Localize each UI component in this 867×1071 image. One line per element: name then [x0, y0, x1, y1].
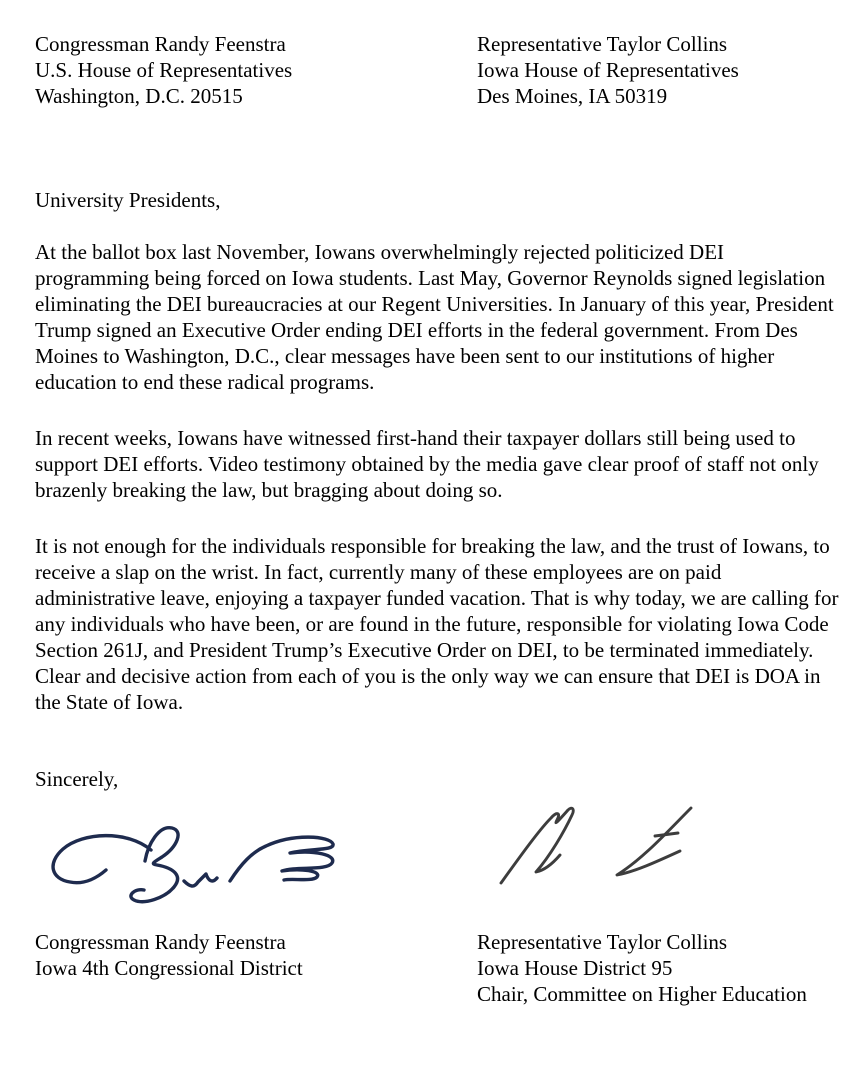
body-paragraph-3: It is not enough for the individuals responsible for breaking the law, and the trust of Iowans, to receive a slap on the wrist. In fact, currently many of these employees are on paid administrative leave, enjoying a taxpayer funded vacation. That is why today, we are calling for any individuals who have been, or are found in the future, responsible for violating Iowa Code Section 261J, and President Trump’s Executive Order on DEI, to be terminated immediately. Clear and decisive action from each of you is the only way we can ensure that DEI is DOA in the State of Iowa.: [35, 534, 839, 714]
footer-collins-name: Representative Taylor Collins: [477, 930, 728, 954]
body-paragraph-1: At the ballot box last November, Iowans overwhelmingly rejected politicized DEI programming being forced on Iowa students. Last May, Governor Reynolds signed legislation eliminating the DEI bureaucracies at our Regent Universities. In January of this year, President Trump signed an Executive Order ending DEI efforts in the federal government. From Des Moines to Washington, D.C., clear messages have been sent to our institutions of higher education to end these radical programs.: [35, 240, 834, 394]
letterhead-feenstra-org: U.S. House of Representatives: [35, 58, 293, 82]
letterhead: [35, 31, 837, 109]
footer-blocks: [35, 929, 837, 1007]
feenstra-signature-strokes: [53, 828, 333, 902]
collins-signature-icon: [495, 798, 700, 890]
letterhead-collins-address: Des Moines, IA 50319: [477, 84, 668, 108]
footer-feenstra-title: Iowa 4th Congressional District: [35, 956, 303, 980]
letterhead-collins-name: Representative Taylor Collins: [477, 32, 728, 56]
footer-collins-role: Chair, Committee on Higher Education: [477, 982, 807, 1006]
footer-collins-block: [477, 929, 837, 1007]
letterhead-feenstra-address: Washington, D.C. 20515: [35, 84, 243, 108]
letterhead-feenstra-block: [35, 31, 477, 109]
body-paragraph-2: In recent weeks, Iowans have witnessed first-hand their taxpayer dollars still being used to support DEI efforts. Video testimony obtained by the media gave clear proof of staff not only brazenly breaking the law, but bragging about doing so.: [35, 426, 819, 502]
footer-feenstra-name: Congressman Randy Feenstra: [35, 930, 286, 954]
collins-signature-strokes: [501, 808, 691, 883]
footer-collins-title: Iowa House District 95: [477, 956, 673, 980]
feenstra-signature-icon: [45, 816, 337, 908]
letterhead-collins-block: [477, 31, 837, 109]
letterhead-feenstra-name: Congressman Randy Feenstra: [35, 32, 286, 56]
salutation: University Presidents,: [35, 188, 221, 212]
closing: Sincerely,: [35, 767, 119, 791]
letterhead-collins-org: Iowa House of Representatives: [477, 58, 739, 82]
footer-feenstra-block: [35, 929, 477, 1007]
signature-row: [35, 798, 837, 910]
